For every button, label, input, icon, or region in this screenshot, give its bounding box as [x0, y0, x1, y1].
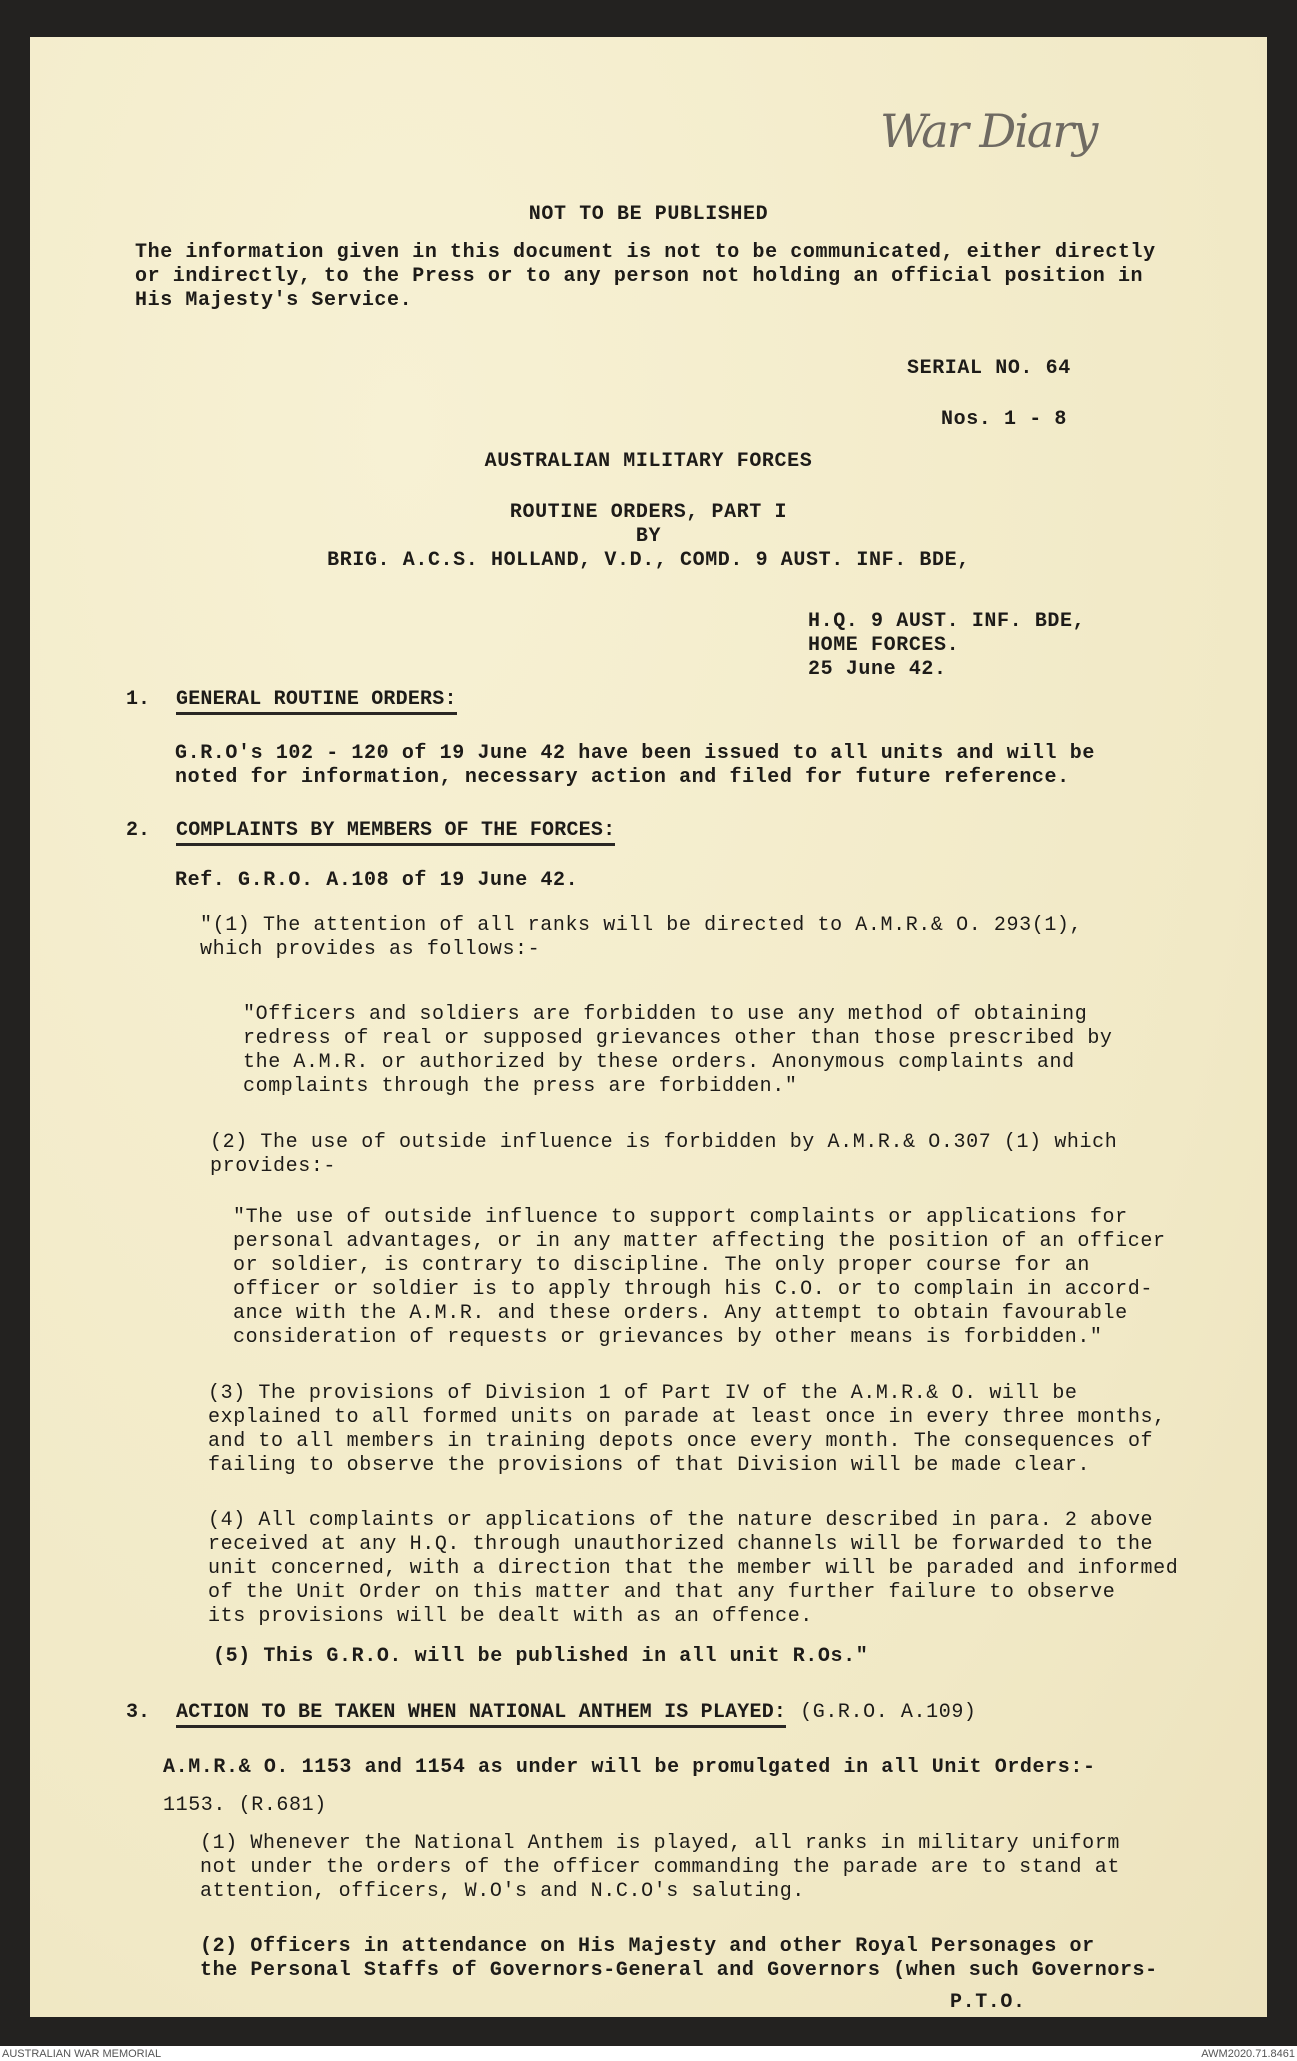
intro-line: or indirectly, to the Press or to any person not holding an official position in: [135, 265, 1144, 288]
section-number: 3.: [126, 1701, 151, 1724]
paragraph-line: unit concerned, with a direction that the member will be paraded and informed: [208, 1557, 1179, 1580]
quoted-line: personal advantages, or in any matter affecting the position of an officer: [233, 1230, 1166, 1253]
paragraph-line: explained to all formed units on parade at least once in every three months,: [208, 1406, 1166, 1429]
quoted-line: complaints through the press are forbidden.": [243, 1075, 798, 1098]
paragraph-line: "(1) The attention of all ranks will be directed to A.M.R.& O. 293(1),: [200, 914, 1083, 937]
quoted-line: redress of real or supposed grievances other than those prescribed by: [243, 1027, 1113, 1050]
section-heading: COMPLAINTS BY MEMBERS OF THE FORCES:: [176, 819, 615, 846]
section-header-s3: [126, 1701, 1267, 1731]
paragraph-line: which provides as follows:-: [200, 938, 541, 961]
page-turn-note: P.T.O.: [950, 1991, 1026, 2014]
quoted-line: the A.M.R. or authorized by these orders. Anonymous complaints and: [243, 1051, 1075, 1074]
document-body: [30, 37, 1267, 2015]
paragraph-line: (1) Whenever the National Anthem is played, all ranks in military uniform: [200, 1832, 1120, 1855]
order-numbers: Nos. 1 - 8: [941, 408, 1068, 431]
document-page: [30, 37, 1267, 2017]
paragraph-line: its provisions will be dealt with as an offence.: [208, 1605, 813, 1628]
quoted-line: consideration of requests or grievances by other means is forbidden.": [233, 1326, 1103, 1349]
subsection-label: 1153. (R.681): [163, 1794, 327, 1817]
footer: [0, 2047, 1297, 2061]
handwritten-annotation: War Diary: [880, 104, 1097, 158]
section-header-s1: [126, 688, 1267, 718]
serial-number: SERIAL NO. 64: [907, 357, 1071, 380]
restriction-heading: NOT TO BE PUBLISHED: [528, 203, 769, 226]
intro-line: His Majesty's Service.: [135, 289, 413, 312]
quoted-line: ance with the A.M.R. and these orders. Any attempt to obtain favourable: [233, 1302, 1128, 1325]
paragraph-line: received at any H.Q. through unauthorized channels will be forwarded to the: [208, 1533, 1154, 1556]
paragraph-line: failing to observe the provisions of that Division will be made clear.: [208, 1454, 1091, 1477]
reference-line: (G.R.O. A.109): [800, 1701, 977, 1724]
paragraph-line: and to all members in training depots once every month. The consequences of: [208, 1430, 1154, 1453]
quoted-line: or soldier, is contrary to discipline. The only proper course for an: [233, 1254, 1090, 1277]
reference-line: Ref. G.R.O. A.108 of 19 June 42.: [175, 869, 579, 892]
section-number: 2.: [126, 819, 151, 842]
quoted-line: officer or soldier is to apply through his C.O. or to complain in accord-: [233, 1278, 1153, 1301]
address-line: HOME FORCES.: [808, 634, 960, 657]
address-line: H.Q. 9 AUST. INF. BDE,: [808, 610, 1086, 633]
paragraph-line: G.R.O's 102 - 120 of 19 June 42 have been issued to all units and will be: [175, 742, 1095, 765]
paragraph-line: not under the orders of the officer commanding the parade are to stand at: [200, 1856, 1120, 1879]
paragraph-line: attention, officers, W.O's and N.C.O's saluting.: [200, 1880, 805, 1903]
title-line: ROUTINE ORDERS, PART I: [509, 501, 788, 524]
section-number: 1.: [126, 688, 151, 711]
paragraph-line: (4) All complaints or applications of the nature described in para. 2 above: [208, 1509, 1154, 1532]
paragraph-line: provides:-: [210, 1155, 337, 1178]
title-line: AUSTRALIAN MILITARY FORCES: [484, 450, 813, 473]
paragraph-line: (5) This G.R.O. will be published in all unit R.Os.": [213, 1645, 869, 1668]
footer-accession-number: AWM2020.71.8461: [1201, 2048, 1295, 2060]
address-line: 25 June 42.: [808, 658, 947, 681]
paragraph-line: noted for information, necessary action and filed for future reference.: [175, 766, 1070, 789]
section-heading: GENERAL ROUTINE ORDERS:: [176, 688, 457, 715]
paragraph-line: (2) The use of outside influence is forbidden by A.M.R.& O.307 (1) which: [210, 1131, 1118, 1154]
paragraph-line: of the Unit Order on this matter and that any further failure to observe: [208, 1581, 1116, 1604]
title-line: BRIG. A.C.S. HOLLAND, V.D., COMD. 9 AUST. INF. BDE,: [327, 549, 970, 572]
intro-line: The information given in this document is not to be communicated, either directly: [135, 241, 1156, 264]
title-line: BY: [635, 525, 662, 548]
section-heading: ACTION TO BE TAKEN WHEN NATIONAL ANTHEM IS PLAYED:: [176, 1701, 786, 1728]
footer-institution: AUSTRALIAN WAR MEMORIAL: [2, 2048, 162, 2060]
quoted-line: "The use of outside influence to support complaints or applications for: [233, 1206, 1128, 1229]
section-header-s2: [126, 819, 1267, 849]
paragraph-line: (2) Officers in attendance on His Majesty and other Royal Personages or: [200, 1935, 1095, 1958]
paragraph-line: (3) The provisions of Division 1 of Part IV of the A.M.R.& O. will be: [208, 1382, 1078, 1405]
paragraph-line: A.M.R.& O. 1153 and 1154 as under will be promulgated in all Unit Orders:-: [163, 1756, 1096, 1779]
quoted-line: "Officers and soldiers are forbidden to use any method of obtaining: [243, 1003, 1088, 1026]
paragraph-line: the Personal Staffs of Governors-General and Governors (when such Governors-: [200, 1959, 1158, 1982]
